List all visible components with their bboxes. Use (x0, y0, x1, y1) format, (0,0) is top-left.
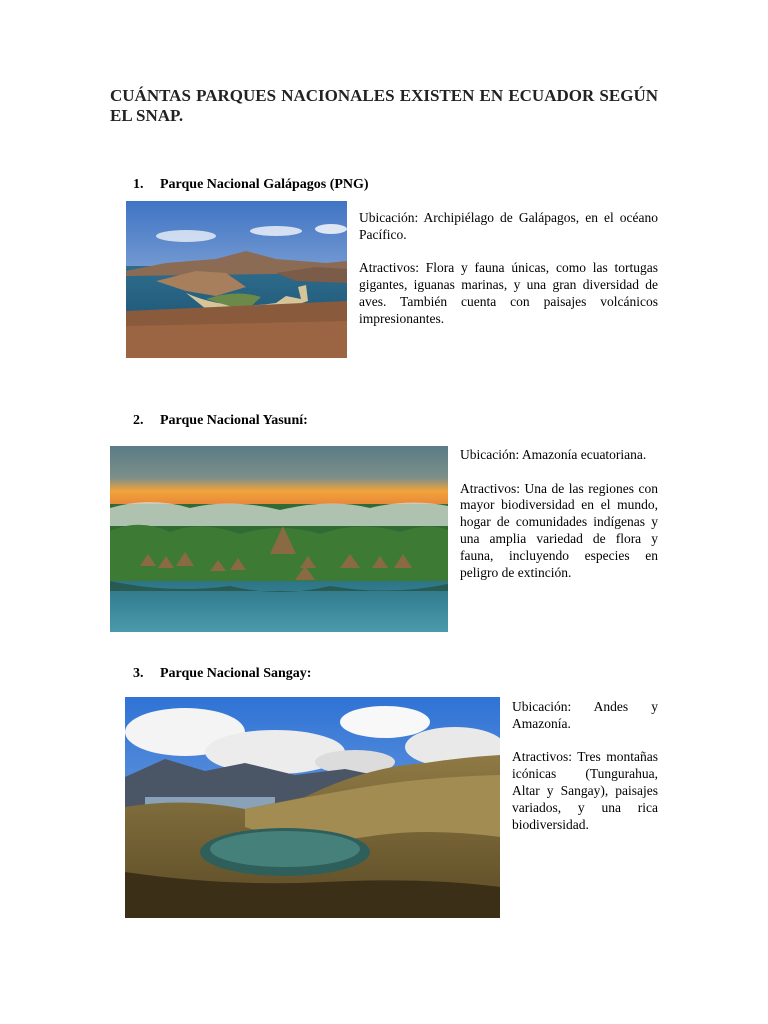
park-heading-galapagos (133, 176, 369, 194)
park-location: Ubicación: Archipiélago de Galápagos, en el océano Pacífico. (359, 210, 658, 242)
park-name: Parque Nacional Yasuní: (160, 413, 308, 428)
park-heading-sangay (133, 665, 311, 683)
park-heading-yasuni (133, 412, 308, 430)
park-name: Parque Nacional Sangay: (160, 666, 312, 681)
park-attractions: Atractivos: Una de las regiones con mayor biodiversidad en el mundo, hogar de comunidades indígenas y una amplia variedad de flora y fauna, incluyendo especies en peligro de extinción. (460, 480, 658, 580)
park-number: 2. (133, 413, 144, 428)
park-number: 1. (133, 177, 144, 192)
park-attractions: Atractivos: Flora y fauna únicas, como las tortugas gigantes, iguanas marinas, y una gran diversidad de aves. También cuenta con paisajes volcánicos impresionantes. (359, 260, 658, 326)
park-name: Parque Nacional Galápagos (PNG) (160, 177, 369, 192)
yasuni-rainforest-photo (110, 446, 448, 632)
park-location: Ubicación: Andes y Amazonía. (512, 699, 658, 731)
park-description-yasuni (460, 447, 658, 581)
park-description-sangay (512, 699, 658, 833)
park-location: Ubicación: Amazonía ecuatoriana. (460, 447, 647, 462)
park-description-galapagos (359, 210, 658, 328)
document-title: CUÁNTAS PARQUES NACIONALES EXISTEN EN ECUADOR SEGÚN EL SNAP. (110, 86, 658, 125)
galapagos-landscape-photo (126, 201, 347, 358)
park-attractions: Atractivos: Tres montañas icónicas (Tungurahua, Altar y Sangay), paisajes variados, y una rica biodiversidad. (512, 749, 658, 832)
sangay-mountains-photo (125, 697, 500, 918)
park-number: 3. (133, 666, 144, 681)
